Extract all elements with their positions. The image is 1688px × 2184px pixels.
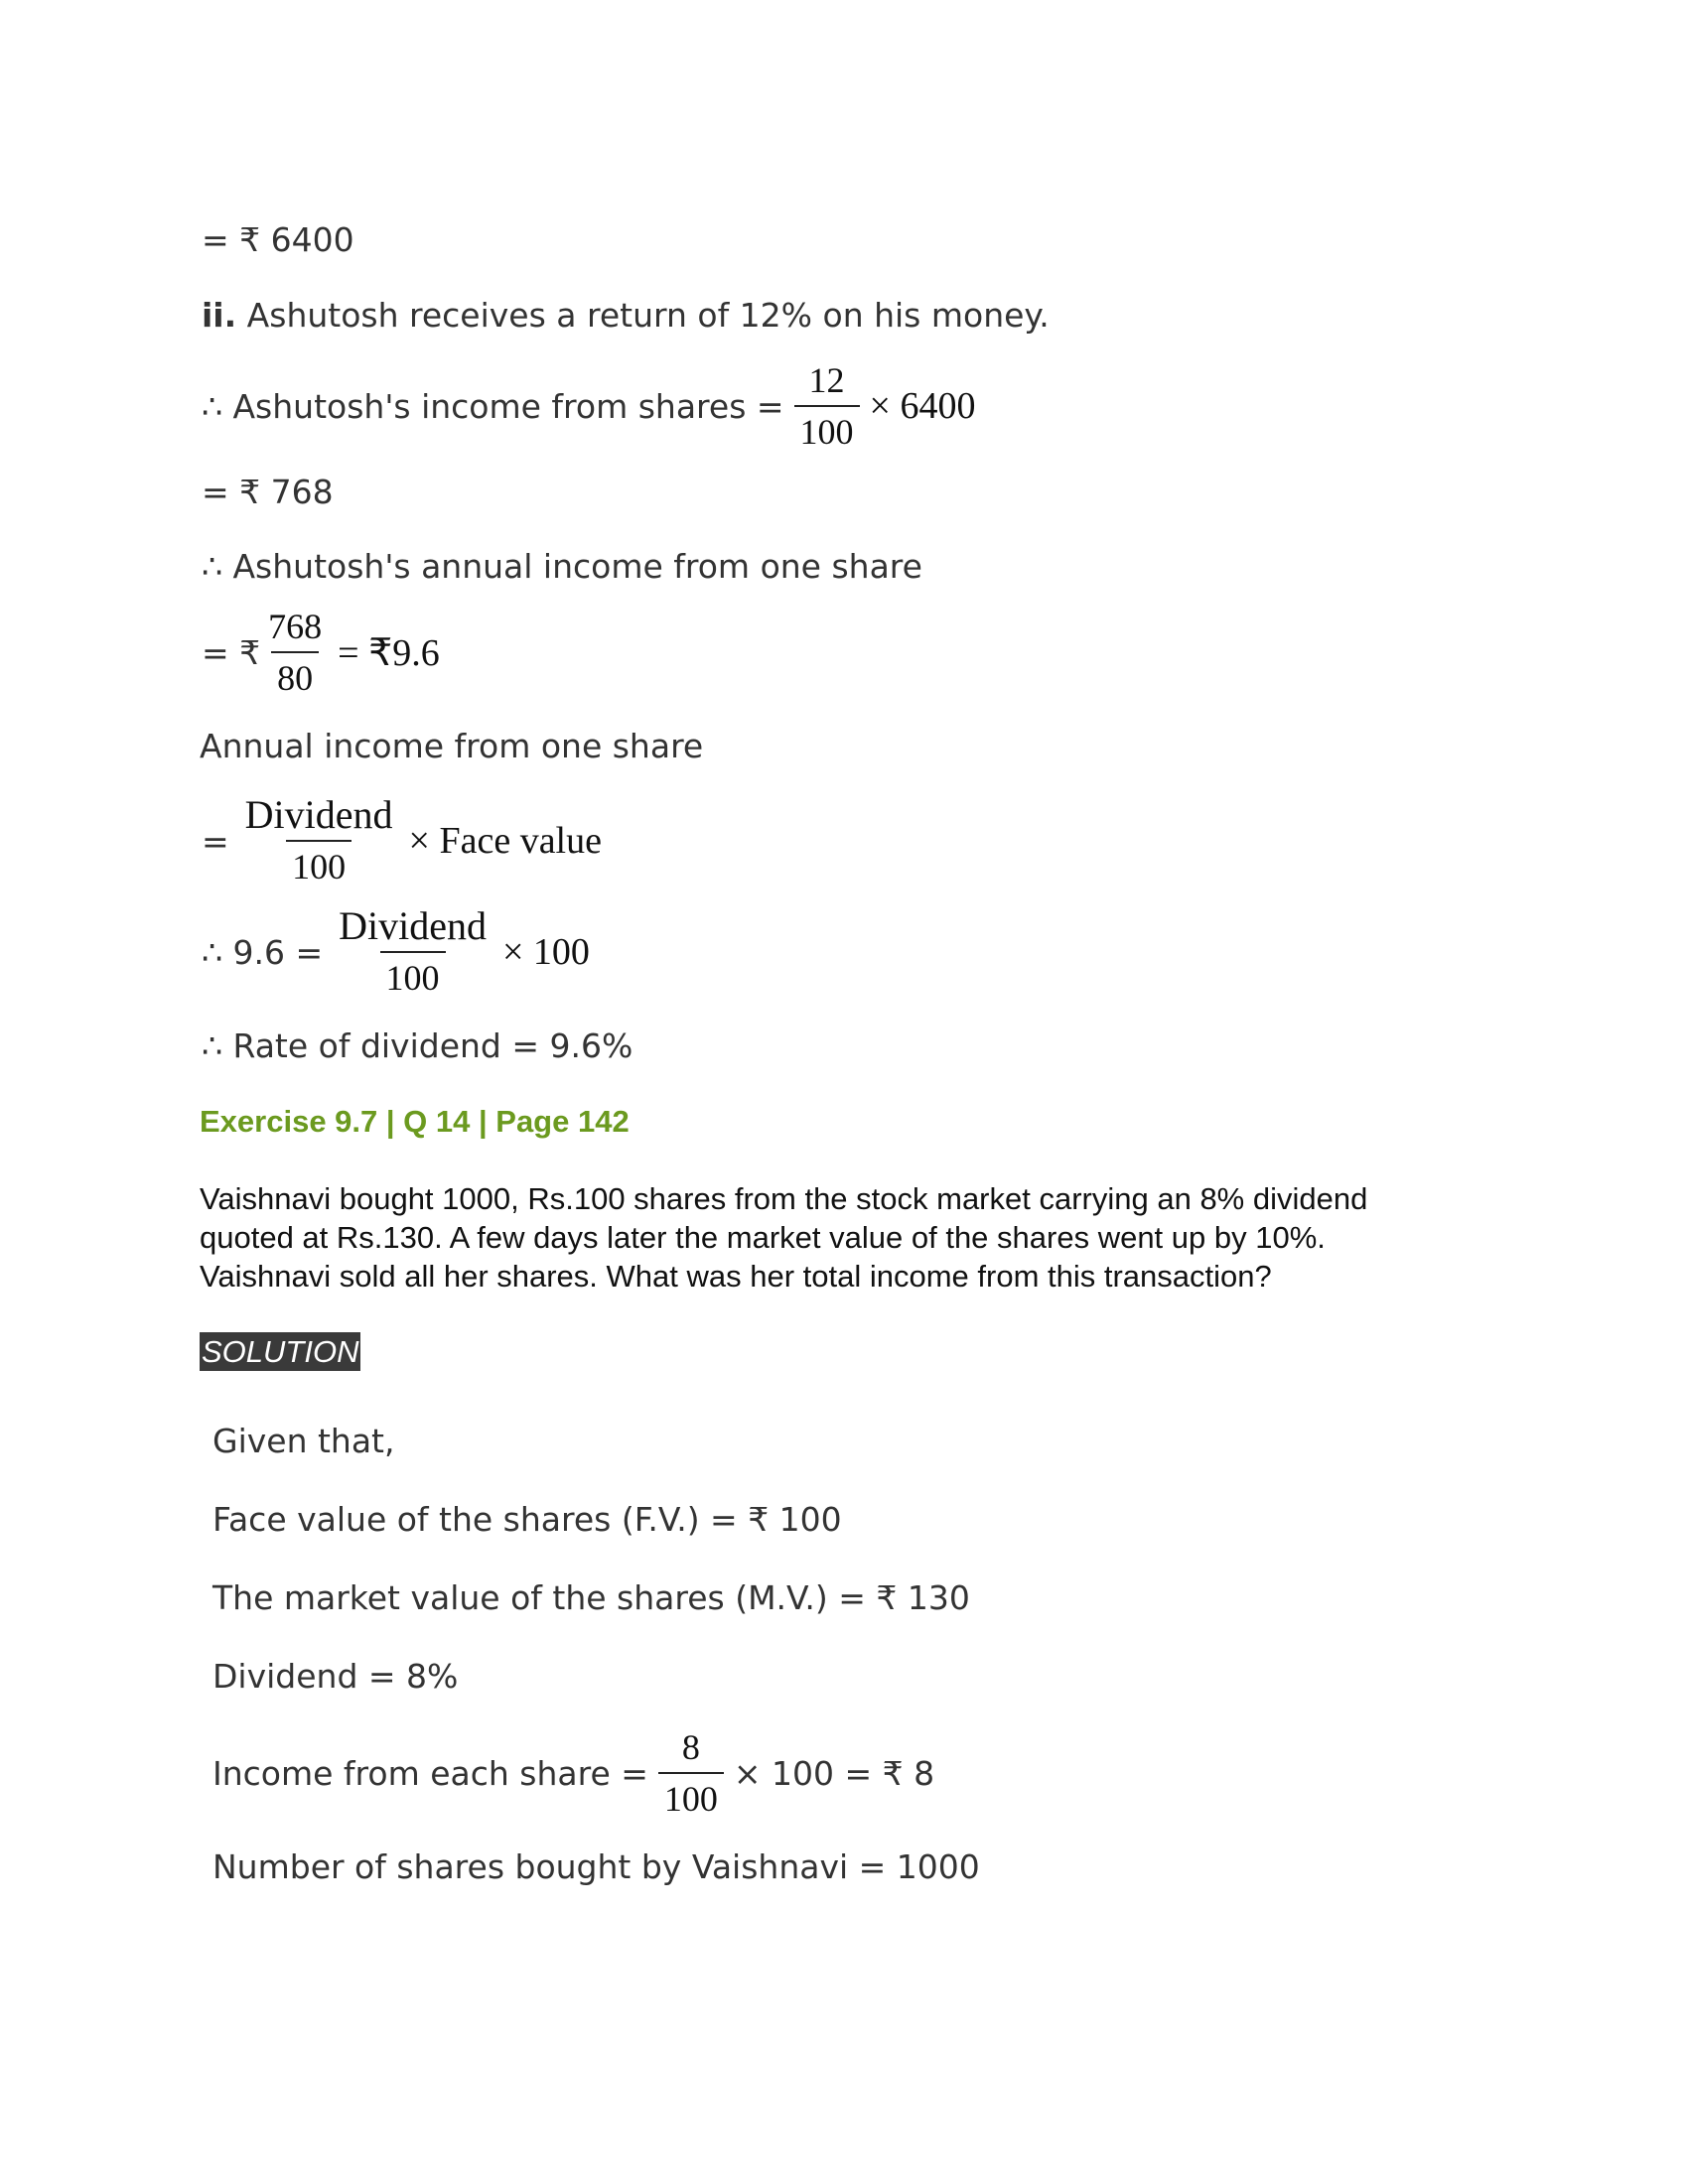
part-ii-label: ii. [202, 296, 237, 335]
annual-income-label: ∴ Ashutosh's annual income from one share [202, 547, 922, 586]
fraction [333, 901, 492, 1003]
part-ii-statement: Ashutosh receives a return of 12% on his money. [246, 296, 1050, 335]
equation-suffix: × 100 = ₹ 8 [733, 1753, 935, 1793]
denominator: 100 [794, 405, 860, 457]
equation-prefix: ∴ 9.6 = [202, 932, 324, 972]
annual-income-equation [202, 602, 440, 703]
numerator: Dividend [339, 903, 487, 948]
question-line: Vaishnavi bought 1000, Rs.100 shares from the stock market carrying an 8% dividend [200, 1181, 1368, 1216]
exercise-heading: Exercise 9.7 | Q 14 | Page 142 [200, 1104, 630, 1139]
equation-suffix: × 100 [501, 931, 590, 973]
fraction [262, 602, 328, 703]
question-line: quoted at Rs.130. A few days later the market value of the shares went up by 10%. [200, 1220, 1326, 1255]
solution-badge [200, 1334, 360, 1370]
formula-equation [202, 790, 602, 891]
solve-equation [202, 901, 590, 1003]
dividend-line: Dividend = 8% [212, 1657, 459, 1696]
income-equation [202, 355, 975, 457]
equation-prefix: = ₹ [202, 632, 261, 672]
formula-label: Annual income from one share [200, 727, 704, 765]
equation-prefix: = [202, 821, 229, 861]
fraction [239, 790, 399, 891]
fraction [794, 355, 860, 457]
equation-suffix: × 6400 [869, 385, 976, 427]
equation-suffix: = ₹9.6 [338, 631, 440, 674]
part-i-result: = ₹ 6400 [202, 220, 354, 259]
face-value-line: Face value of the shares (F.V.) = ₹ 100 [212, 1500, 842, 1539]
given-label: Given that, [212, 1422, 395, 1460]
numerator: 12 [808, 360, 845, 400]
equation-prefix: Income from each share = [212, 1753, 648, 1793]
income-result: = ₹ 768 [202, 473, 334, 511]
market-value-line: The market value of the shares (M.V.) = ₹ 130 [212, 1578, 970, 1617]
question-line: Vaishnavi sold all her shares. What was her total income from this transaction? [200, 1259, 1272, 1294]
income-each-share-equation [212, 1722, 934, 1824]
equation-suffix: × Face value [408, 820, 602, 862]
shares-bought-line: Number of shares bought by Vaishnavi = 1000 [212, 1847, 980, 1886]
solution-badge-label: SOLUTION [202, 1334, 359, 1369]
equation-prefix: ∴ Ashutosh's income from shares = [202, 386, 784, 426]
conclusion: ∴ Rate of dividend = 9.6% [202, 1026, 633, 1065]
denominator: 80 [271, 651, 319, 703]
question-text [200, 1179, 1510, 1296]
denominator: 100 [286, 840, 352, 891]
denominator: 100 [658, 1772, 724, 1824]
fraction [658, 1722, 724, 1824]
denominator: 100 [380, 951, 446, 1003]
numerator: 8 [681, 1727, 700, 1767]
numerator: 768 [268, 607, 323, 646]
numerator: Dividend [244, 792, 393, 837]
part-ii-statement-line [202, 296, 1050, 335]
